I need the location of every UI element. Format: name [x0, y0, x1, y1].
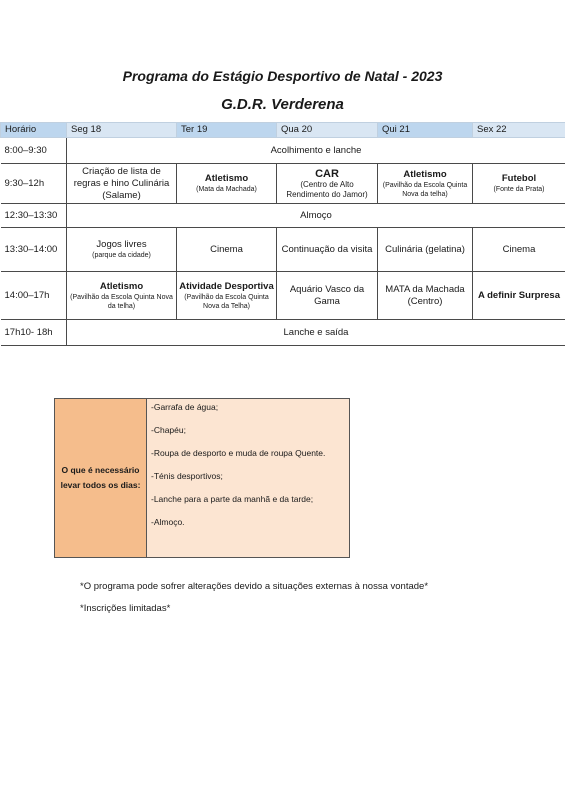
header-qui: Qui 21 [378, 123, 473, 138]
activity-cell: Lanche e saída [67, 320, 565, 346]
time-cell: 13:30–14:00 [1, 228, 67, 272]
table-row [1, 204, 565, 228]
activity-location: (Fonte da Prata) [493, 186, 545, 193]
activity-title: Futebol [501, 173, 537, 184]
activity-cell: MATA da Machada (Centro) [378, 272, 473, 320]
activity-title: Atividade Desportiva [179, 280, 274, 292]
activity-title: Atletismo [99, 280, 144, 292]
activity-cell [67, 228, 177, 272]
activity-cell: A definir Surpresa [473, 272, 565, 320]
header-ter: Ter 19 [177, 123, 277, 138]
requirements-list [147, 399, 350, 558]
activity-cell [177, 164, 277, 204]
schedule-table [0, 122, 565, 346]
activity-location: (Centro de Alto Rendimento do Jamor) [286, 179, 368, 199]
list-item: -Lanche para a parte da manhã e da tarde; [151, 494, 314, 504]
activity-cell [67, 272, 177, 320]
activity-title: Atletismo [403, 168, 447, 180]
list-item: -Chapéu; [151, 425, 186, 435]
activity-title: Atletismo [204, 173, 249, 184]
list-item: -Roupa de desporto e muda de roupa Quente. [151, 448, 326, 458]
requirements-box [54, 398, 350, 558]
activity-location: (Mata da Machada) [196, 186, 257, 193]
table-row [1, 320, 565, 346]
activity-cell [277, 164, 378, 204]
time-cell: 9:30–12h [1, 164, 67, 204]
requirements-label: O que é necessário levar todos os dias: [55, 399, 147, 558]
activity-location: (Pavilhão da Escola Quinta Nova da telha) [70, 293, 173, 310]
activity-title: CAR [315, 167, 339, 180]
activity-cell: Cinema [177, 228, 277, 272]
activity-cell: Aquário Vasco da Gama [277, 272, 378, 320]
activity-cell: Continuação da visita [277, 228, 378, 272]
page-title: Programa do Estágio Desportivo de Natal - 2023 [122, 68, 443, 84]
activity-cell: Cinema [473, 228, 565, 272]
club-name: G.D.R. Verderena [221, 96, 344, 113]
schedule-header-row [1, 123, 565, 138]
activity-location: (parque da cidade) [92, 252, 151, 259]
table-row [1, 228, 565, 272]
activity-cell [378, 164, 473, 204]
activity-location: (Pavilhão da Escola Quinta Nova da telha) [382, 181, 468, 198]
activity-cell: Criação de lista de regras e hino Culinária (Salame) [67, 164, 177, 204]
table-row [1, 164, 565, 204]
table-row [1, 138, 565, 164]
registration-note: *Inscrições limitadas* [80, 603, 171, 614]
activity-cell: Acolhimento e lanche [67, 138, 565, 164]
list-item: -Ténis desportivos; [151, 471, 223, 481]
activity-location: (Pavilhão da Escola Quinta Nova da Telha) [184, 293, 269, 310]
header-seg: Seg 18 [67, 123, 177, 138]
table-row [1, 272, 565, 320]
disclaimer-note: *O programa pode sofrer alterações devido a situações externas à nossa vontade* [80, 581, 429, 592]
time-cell: 17h10- 18h [1, 320, 67, 346]
header-horario: Horário [1, 123, 67, 138]
list-item: -Garrafa de água; [151, 402, 219, 412]
list-item: -Almoço. [151, 517, 185, 527]
activity-cell [177, 272, 277, 320]
header-qua: Qua 20 [277, 123, 378, 138]
time-cell: 12:30–13:30 [1, 204, 67, 228]
activity-title: Jogos livres [96, 239, 147, 250]
header-sex: Sex 22 [473, 123, 565, 138]
activity-cell: Culinária (gelatina) [378, 228, 473, 272]
activity-cell: Almoço [67, 204, 565, 228]
activity-cell [473, 164, 565, 204]
time-cell: 8:00–9:30 [1, 138, 67, 164]
time-cell: 14:00–17h [1, 272, 67, 320]
